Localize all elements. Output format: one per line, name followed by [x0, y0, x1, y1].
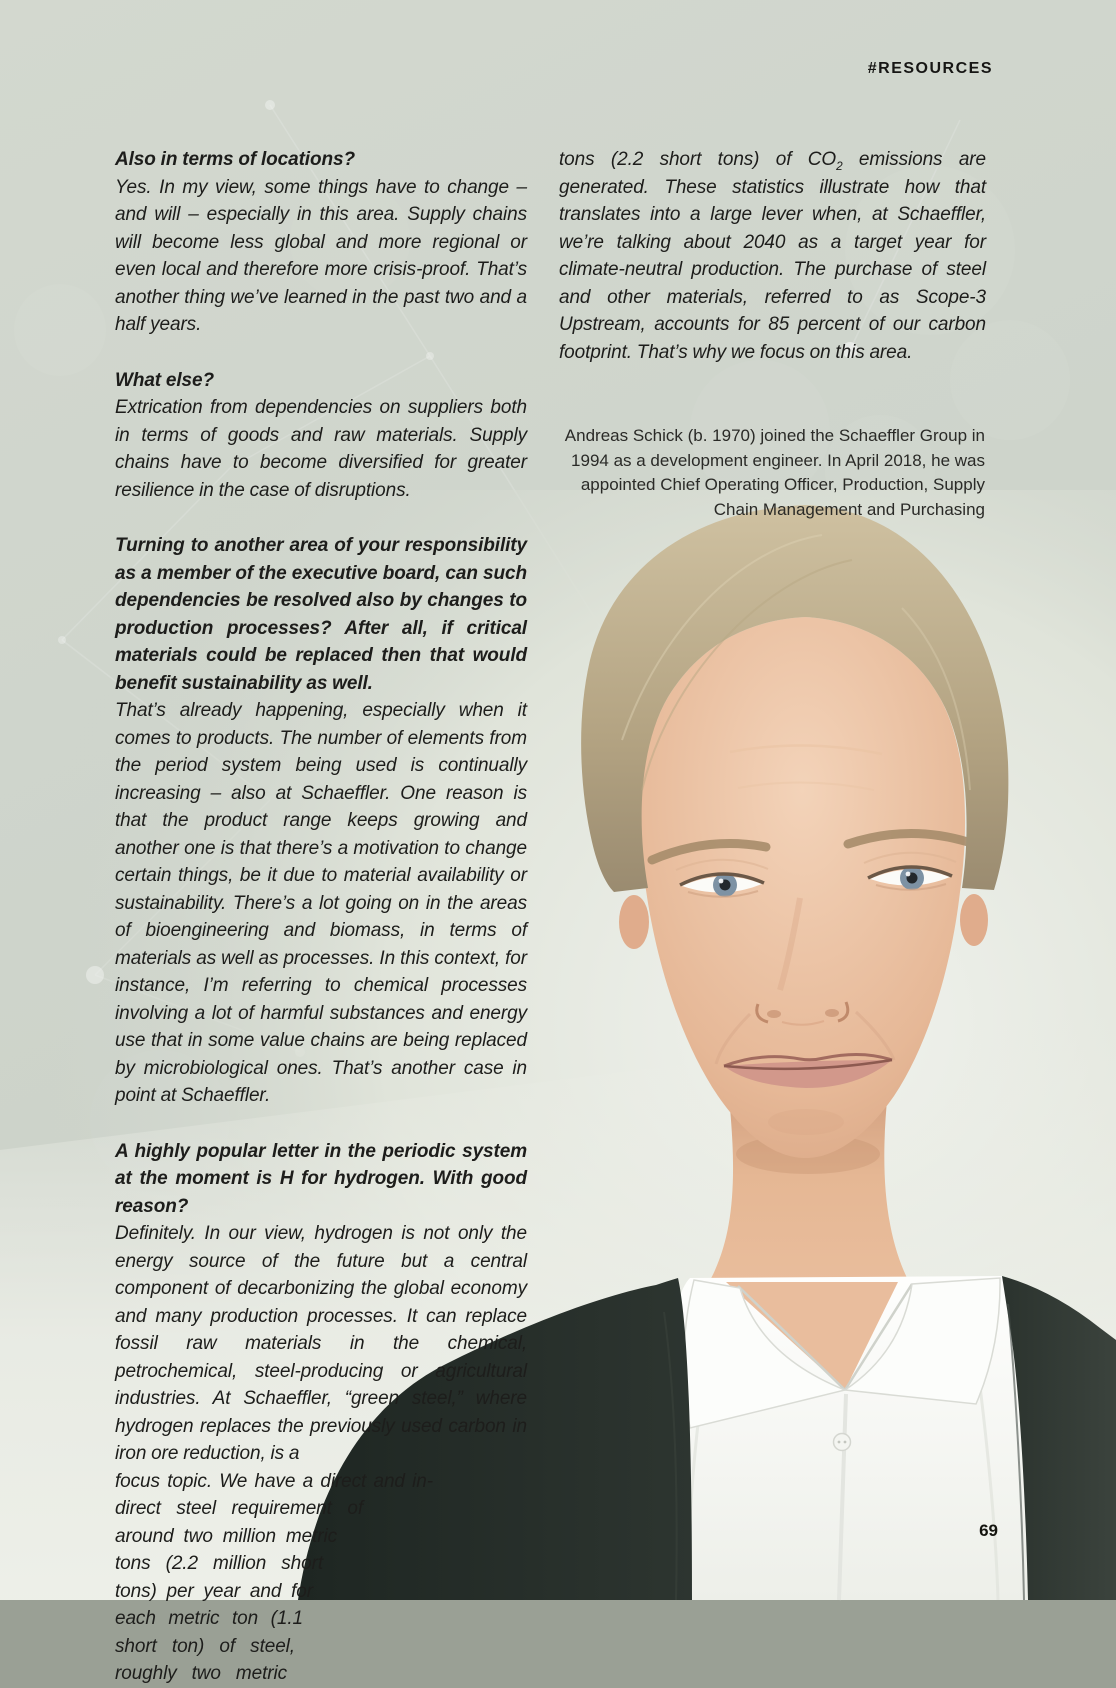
answer-text-post: emissions are generated. These statistics illustrate how that translates into a large lever when, at Schaeffler, we’re talking about 2040 as a target year for climate-neutral production. The purchase of steel and other materials, referred to as Scope-3 Upstream, accounts for 85 percent of our carbon footprint. That’s why we focus on this area. — [559, 149, 986, 363]
right-ear — [960, 894, 988, 946]
left-column — [115, 146, 527, 1688]
section-tag: #RESOURCES — [867, 60, 993, 77]
shirt-button — [834, 1434, 851, 1451]
interview-answer-continued — [559, 146, 986, 366]
interview-question: What else? — [115, 369, 214, 391]
right-column — [559, 146, 986, 394]
shirt — [650, 1276, 1028, 1600]
wrapped-text-line: around two million metric — [115, 1525, 337, 1547]
answer-text-pre: tons (2.2 short tons) of CO — [559, 149, 837, 170]
photo-caption: Andreas Schick (b. 1970) joined the Schaeffler Group in 1994 as a development engineer. In April 2018, he was appointed Chief Operating Officer, Production, Supply Chain Management and Purchasing — [564, 426, 985, 519]
interview-answer: Extrication from dependencies on suppliers both in terms of goods and raw materials. Supply chains have to become diversified for greater resilience in the case of disruptions. — [115, 397, 527, 501]
interview-question: Turning to another area of your responsibility as a member of the executive board, can such dependencies be resolved also by changes to production processes? After all, if critical materials could be replaced then that would benefit sustainability as well. — [115, 535, 527, 694]
wrapped-text-line: tons (2.2 million short — [115, 1553, 323, 1574]
wrapped-text-line: roughly two metric — [115, 1663, 287, 1684]
interview-answer: Yes. In my view, some things have to change – and will – especially in this area. Supply chains will become less global and more regional or even local and therefore more crisis-proof. That’s another thing we’ve learned in the past two and a half years. — [115, 176, 527, 335]
left-ear — [619, 895, 649, 949]
co2-subscript: 2 — [836, 159, 843, 173]
qa-section — [115, 1138, 527, 1688]
wrapped-text-line: focus topic. We have a direct and in- — [115, 1470, 433, 1492]
text-wrap-around-photo — [115, 1468, 527, 1688]
interview-answer: That’s already happening, especially when it comes to products. The number of elements from the period system being used is continually increasing – also at Schaeffler. One reason is that the product range keeps growing and another one is that there’s a motivation to change certain things, be it due to material availability or sustainability. There’s a lot going on in the areas of bioengineering and biomass, in terms of materials as well as processes. In this context, for instance, I’m referring to chemical processes involving a lot of harmful substances and energy use that in some value chains are being replaced by microbiological ones. That’s another case in point at Schaeffler. — [115, 700, 527, 1106]
qa-section — [115, 532, 527, 1110]
wrapped-text-line: tons) per year and for — [115, 1580, 313, 1602]
qa-section — [115, 367, 527, 505]
interview-question: Also in terms of locations? — [115, 149, 355, 170]
page-number: 69 — [979, 1521, 998, 1540]
wrapped-text-line: each metric ton (1.1 — [115, 1608, 303, 1629]
interview-answer: Definitely. In our view, hydrogen is not only the energy source of the future but a central component of decarbonizing the global economy and many production processes. It can replace fossil raw materials in the chemical, petrochemical, steel-producing or agricultural industries. At Schaeffler, “green steel,” where hydrogen replaces the previously used carbon in iron ore reduction, is a — [115, 1223, 527, 1464]
interview-question: A highly popular letter in the periodic system at the moment is H for hydrogen. With good reason? — [115, 1140, 527, 1217]
wrapped-text-line: direct steel requirement of — [115, 1498, 363, 1519]
qa-section — [115, 146, 527, 339]
wrapped-text-line: short ton) of steel, — [115, 1635, 295, 1657]
